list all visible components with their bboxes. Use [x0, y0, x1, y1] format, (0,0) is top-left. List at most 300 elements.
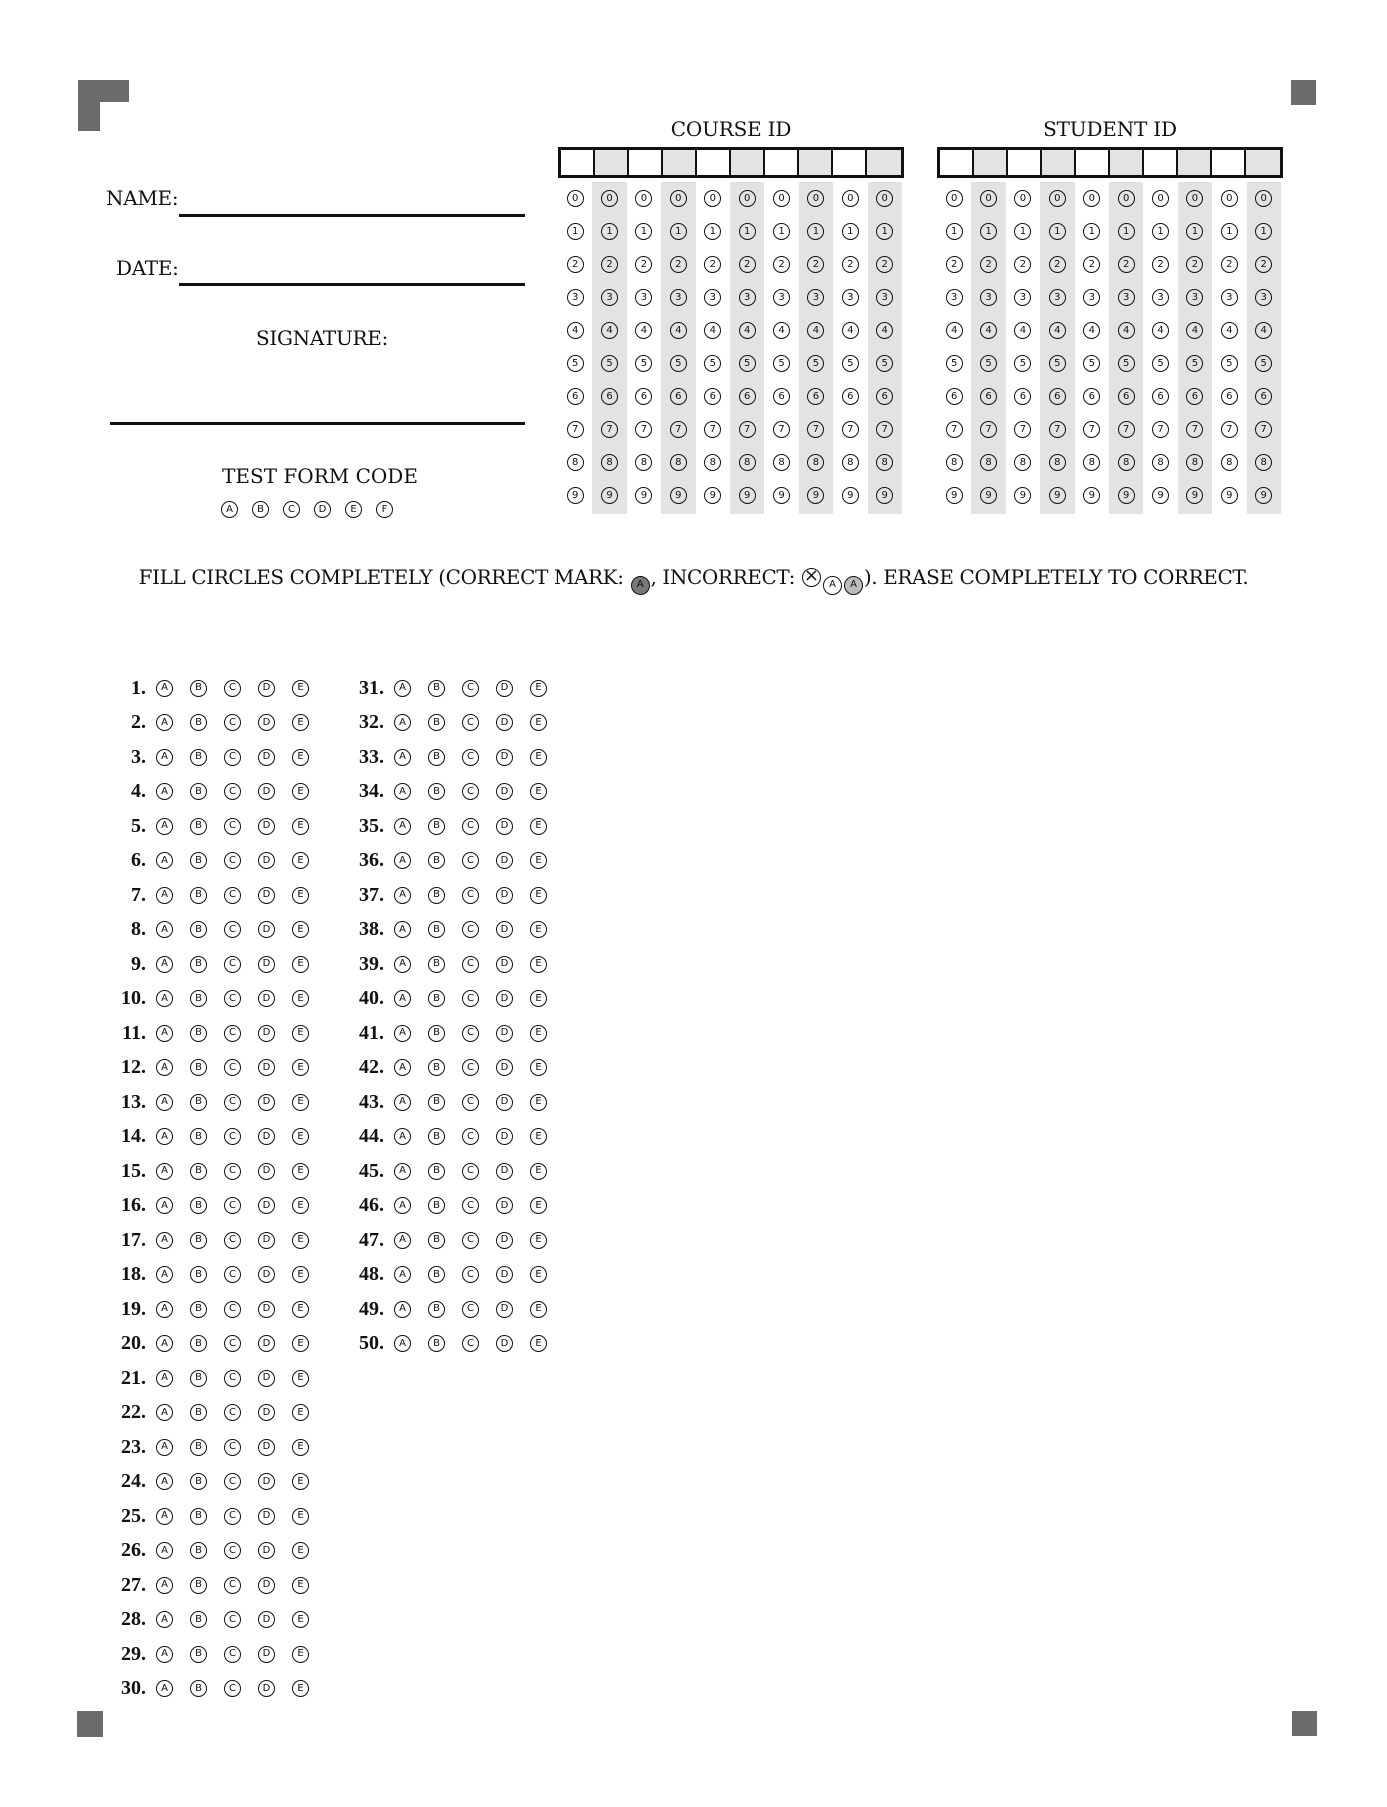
answer-bubble-a[interactable]: A [394, 921, 411, 938]
student-id-box[interactable] [1246, 150, 1280, 175]
student-id-digit-bubble[interactable]: 6 [946, 388, 963, 405]
answer-bubble-d[interactable]: D [258, 1232, 275, 1249]
answer-bubble-b[interactable]: B [190, 1232, 207, 1249]
answer-bubble-d[interactable]: D [258, 1128, 275, 1145]
answer-bubble-e[interactable]: E [530, 852, 547, 869]
answer-bubble-b[interactable]: B [190, 1370, 207, 1387]
answer-bubble-b[interactable]: B [428, 1128, 445, 1145]
answer-bubble-a[interactable]: A [394, 1197, 411, 1214]
answer-bubble-c[interactable]: C [462, 990, 479, 1007]
course-id-digit-bubble[interactable]: 9 [876, 487, 893, 504]
answer-bubble-b[interactable]: B [190, 1577, 207, 1594]
student-id-digit-bubble[interactable]: 7 [1014, 421, 1031, 438]
answer-bubble-a[interactable]: A [394, 783, 411, 800]
answer-bubble-c[interactable]: C [224, 1266, 241, 1283]
answer-bubble-c[interactable]: C [462, 956, 479, 973]
answer-bubble-d[interactable]: D [496, 852, 513, 869]
student-id-digit-bubble[interactable]: 8 [1014, 454, 1031, 471]
answer-bubble-c[interactable]: C [224, 1473, 241, 1490]
course-id-digit-bubble[interactable]: 9 [704, 487, 721, 504]
course-id-digit-bubble[interactable]: 5 [876, 355, 893, 372]
course-id-box[interactable] [867, 150, 901, 175]
answer-bubble-e[interactable]: E [292, 921, 309, 938]
course-id-digit-bubble[interactable]: 4 [773, 322, 790, 339]
course-id-digit-bubble[interactable]: 9 [567, 487, 584, 504]
answer-bubble-c[interactable]: C [224, 1335, 241, 1352]
course-id-box[interactable] [833, 150, 867, 175]
student-id-digit-bubble[interactable]: 2 [1049, 256, 1066, 273]
answer-bubble-d[interactable]: D [496, 1025, 513, 1042]
answer-bubble-a[interactable]: A [156, 680, 173, 697]
course-id-digit-bubble[interactable]: 8 [670, 454, 687, 471]
test-form-code-bubble-f[interactable]: F [376, 501, 393, 518]
course-id-digit-bubble[interactable]: 5 [567, 355, 584, 372]
course-id-digit-bubble[interactable]: 4 [567, 322, 584, 339]
student-id-digit-bubble[interactable]: 7 [1152, 421, 1169, 438]
answer-bubble-d[interactable]: D [258, 1301, 275, 1318]
student-id-digit-bubble[interactable]: 5 [1255, 355, 1272, 372]
answer-bubble-c[interactable]: C [462, 1301, 479, 1318]
answer-bubble-e[interactable]: E [530, 1059, 547, 1076]
student-id-digit-bubble[interactable]: 6 [980, 388, 997, 405]
answer-bubble-a[interactable]: A [394, 956, 411, 973]
student-id-digit-bubble[interactable]: 2 [1152, 256, 1169, 273]
answer-bubble-c[interactable]: C [224, 1439, 241, 1456]
answer-bubble-e[interactable]: E [292, 1646, 309, 1663]
course-id-digit-bubble[interactable]: 3 [876, 289, 893, 306]
course-id-digit-bubble[interactable]: 1 [842, 223, 859, 240]
student-id-digit-bubble[interactable]: 9 [1014, 487, 1031, 504]
course-id-digit-bubble[interactable]: 3 [670, 289, 687, 306]
answer-bubble-b[interactable]: B [190, 1094, 207, 1111]
student-id-box[interactable] [1144, 150, 1178, 175]
course-id-box[interactable] [663, 150, 697, 175]
student-id-digit-bubble[interactable]: 2 [1186, 256, 1203, 273]
answer-bubble-a[interactable]: A [394, 990, 411, 1007]
student-id-digit-bubble[interactable]: 0 [1255, 190, 1272, 207]
answer-bubble-a[interactable]: A [394, 1232, 411, 1249]
answer-bubble-c[interactable]: C [462, 714, 479, 731]
student-id-digit-bubble[interactable]: 3 [1083, 289, 1100, 306]
answer-bubble-c[interactable]: C [462, 1335, 479, 1352]
answer-bubble-b[interactable]: B [428, 1163, 445, 1180]
date-field[interactable] [179, 283, 525, 286]
answer-bubble-d[interactable]: D [258, 783, 275, 800]
answer-bubble-b[interactable]: B [428, 1266, 445, 1283]
student-id-digit-bubble[interactable]: 7 [1118, 421, 1135, 438]
answer-bubble-d[interactable]: D [258, 1508, 275, 1525]
name-field[interactable] [179, 214, 525, 217]
answer-bubble-a[interactable]: A [156, 1232, 173, 1249]
student-id-digit-bubble[interactable]: 0 [1083, 190, 1100, 207]
answer-bubble-d[interactable]: D [496, 921, 513, 938]
student-id-digit-bubble[interactable]: 8 [1049, 454, 1066, 471]
answer-bubble-d[interactable]: D [258, 1646, 275, 1663]
student-id-digit-bubble[interactable]: 3 [1118, 289, 1135, 306]
student-id-digit-bubble[interactable]: 7 [1255, 421, 1272, 438]
student-id-digit-bubble[interactable]: 5 [946, 355, 963, 372]
answer-bubble-b[interactable]: B [190, 1197, 207, 1214]
student-id-digit-bubble[interactable]: 2 [1255, 256, 1272, 273]
course-id-digit-bubble[interactable]: 2 [704, 256, 721, 273]
student-id-digit-bubble[interactable]: 1 [1152, 223, 1169, 240]
answer-bubble-d[interactable]: D [258, 1266, 275, 1283]
course-id-digit-bubble[interactable]: 5 [739, 355, 756, 372]
answer-bubble-e[interactable]: E [530, 1163, 547, 1180]
answer-bubble-e[interactable]: E [530, 887, 547, 904]
course-id-digit-bubble[interactable]: 1 [739, 223, 756, 240]
answer-bubble-e[interactable]: E [292, 1370, 309, 1387]
course-id-digit-bubble[interactable]: 8 [601, 454, 618, 471]
answer-bubble-b[interactable]: B [428, 852, 445, 869]
course-id-digit-bubble[interactable]: 3 [842, 289, 859, 306]
answer-bubble-a[interactable]: A [156, 852, 173, 869]
answer-bubble-c[interactable]: C [462, 887, 479, 904]
answer-bubble-b[interactable]: B [428, 990, 445, 1007]
answer-bubble-d[interactable]: D [258, 1439, 275, 1456]
student-id-digit-bubble[interactable]: 0 [946, 190, 963, 207]
answer-bubble-d[interactable]: D [496, 1197, 513, 1214]
answer-bubble-e[interactable]: E [530, 749, 547, 766]
answer-bubble-b[interactable]: B [190, 1473, 207, 1490]
answer-bubble-e[interactable]: E [292, 1197, 309, 1214]
course-id-digit-bubble[interactable]: 1 [670, 223, 687, 240]
answer-bubble-e[interactable]: E [530, 956, 547, 973]
answer-bubble-a[interactable]: A [156, 1646, 173, 1663]
answer-bubble-b[interactable]: B [428, 1301, 445, 1318]
course-id-digit-bubble[interactable]: 9 [635, 487, 652, 504]
answer-bubble-e[interactable]: E [292, 1128, 309, 1145]
course-id-box[interactable] [731, 150, 765, 175]
answer-bubble-a[interactable]: A [156, 1508, 173, 1525]
answer-bubble-d[interactable]: D [258, 852, 275, 869]
student-id-digit-bubble[interactable]: 2 [1221, 256, 1238, 273]
answer-bubble-e[interactable]: E [292, 1163, 309, 1180]
course-id-digit-bubble[interactable]: 4 [635, 322, 652, 339]
answer-bubble-d[interactable]: D [496, 1094, 513, 1111]
answer-bubble-c[interactable]: C [224, 1059, 241, 1076]
answer-bubble-b[interactable]: B [428, 1197, 445, 1214]
student-id-digit-bubble[interactable]: 8 [980, 454, 997, 471]
answer-bubble-d[interactable]: D [496, 956, 513, 973]
answer-bubble-a[interactable]: A [156, 1197, 173, 1214]
signature-field[interactable] [110, 422, 525, 425]
student-id-box[interactable] [1042, 150, 1076, 175]
course-id-digit-bubble[interactable]: 9 [807, 487, 824, 504]
student-id-digit-bubble[interactable]: 5 [1014, 355, 1031, 372]
course-id-digit-bubble[interactable]: 8 [842, 454, 859, 471]
answer-bubble-e[interactable]: E [292, 1335, 309, 1352]
answer-bubble-a[interactable]: A [394, 749, 411, 766]
answer-bubble-d[interactable]: D [258, 921, 275, 938]
answer-bubble-d[interactable]: D [496, 1059, 513, 1076]
student-id-digit-bubble[interactable]: 3 [1255, 289, 1272, 306]
answer-bubble-a[interactable]: A [156, 1301, 173, 1318]
student-id-digit-bubble[interactable]: 3 [1186, 289, 1203, 306]
answer-bubble-c[interactable]: C [224, 1301, 241, 1318]
course-id-digit-bubble[interactable]: 8 [739, 454, 756, 471]
course-id-digit-bubble[interactable]: 5 [773, 355, 790, 372]
course-id-digit-bubble[interactable]: 1 [773, 223, 790, 240]
course-id-digit-bubble[interactable]: 4 [704, 322, 721, 339]
answer-bubble-d[interactable]: D [496, 990, 513, 1007]
answer-bubble-b[interactable]: B [190, 749, 207, 766]
student-id-digit-bubble[interactable]: 8 [1221, 454, 1238, 471]
course-id-digit-bubble[interactable]: 4 [876, 322, 893, 339]
course-id-digit-bubble[interactable]: 2 [567, 256, 584, 273]
course-id-digit-bubble[interactable]: 3 [807, 289, 824, 306]
answer-bubble-b[interactable]: B [190, 1439, 207, 1456]
student-id-digit-bubble[interactable]: 3 [1049, 289, 1066, 306]
answer-bubble-c[interactable]: C [462, 1128, 479, 1145]
answer-bubble-e[interactable]: E [292, 1439, 309, 1456]
student-id-digit-bubble[interactable]: 2 [1014, 256, 1031, 273]
answer-bubble-c[interactable]: C [224, 680, 241, 697]
answer-bubble-a[interactable]: A [156, 1025, 173, 1042]
answer-bubble-b[interactable]: B [190, 1680, 207, 1697]
answer-bubble-c[interactable]: C [462, 783, 479, 800]
answer-bubble-c[interactable]: C [224, 749, 241, 766]
student-id-digit-bubble[interactable]: 8 [1255, 454, 1272, 471]
student-id-digit-bubble[interactable]: 5 [1221, 355, 1238, 372]
answer-bubble-d[interactable]: D [258, 1542, 275, 1559]
answer-bubble-a[interactable]: A [156, 714, 173, 731]
answer-bubble-b[interactable]: B [190, 1646, 207, 1663]
answer-bubble-b[interactable]: B [190, 1301, 207, 1318]
course-id-digit-bubble[interactable]: 5 [704, 355, 721, 372]
course-id-digit-bubble[interactable]: 8 [876, 454, 893, 471]
course-id-digit-bubble[interactable]: 2 [635, 256, 652, 273]
student-id-digit-bubble[interactable]: 8 [1152, 454, 1169, 471]
course-id-digit-bubble[interactable]: 6 [635, 388, 652, 405]
course-id-digit-bubble[interactable]: 3 [635, 289, 652, 306]
answer-bubble-a[interactable]: A [156, 1542, 173, 1559]
answer-bubble-a[interactable]: A [156, 1163, 173, 1180]
course-id-digit-bubble[interactable]: 7 [601, 421, 618, 438]
answer-bubble-c[interactable]: C [224, 887, 241, 904]
answer-bubble-e[interactable]: E [292, 680, 309, 697]
student-id-digit-bubble[interactable]: 9 [1118, 487, 1135, 504]
answer-bubble-e[interactable]: E [530, 1301, 547, 1318]
course-id-digit-bubble[interactable]: 0 [773, 190, 790, 207]
course-id-digit-bubble[interactable]: 2 [807, 256, 824, 273]
answer-bubble-b[interactable]: B [428, 1094, 445, 1111]
student-id-digit-bubble[interactable]: 5 [1186, 355, 1203, 372]
answer-bubble-d[interactable]: D [258, 1059, 275, 1076]
student-id-digit-bubble[interactable]: 9 [1152, 487, 1169, 504]
course-id-box[interactable] [697, 150, 731, 175]
answer-bubble-d[interactable]: D [258, 1094, 275, 1111]
student-id-digit-bubble[interactable]: 4 [980, 322, 997, 339]
student-id-digit-bubble[interactable]: 4 [1221, 322, 1238, 339]
course-id-digit-bubble[interactable]: 8 [704, 454, 721, 471]
answer-bubble-a[interactable]: A [156, 1473, 173, 1490]
answer-bubble-a[interactable]: A [156, 783, 173, 800]
answer-bubble-c[interactable]: C [224, 921, 241, 938]
course-id-digit-bubble[interactable]: 3 [739, 289, 756, 306]
student-id-digit-bubble[interactable]: 2 [980, 256, 997, 273]
answer-bubble-b[interactable]: B [190, 1404, 207, 1421]
answer-bubble-e[interactable]: E [530, 1266, 547, 1283]
answer-bubble-a[interactable]: A [156, 990, 173, 1007]
answer-bubble-d[interactable]: D [258, 1611, 275, 1628]
answer-bubble-a[interactable]: A [394, 680, 411, 697]
answer-bubble-c[interactable]: C [224, 1025, 241, 1042]
answer-bubble-d[interactable]: D [496, 1128, 513, 1145]
answer-bubble-e[interactable]: E [292, 1266, 309, 1283]
answer-bubble-c[interactable]: C [462, 680, 479, 697]
answer-bubble-b[interactable]: B [190, 990, 207, 1007]
student-id-digit-bubble[interactable]: 1 [1014, 223, 1031, 240]
student-id-digit-bubble[interactable]: 0 [1152, 190, 1169, 207]
answer-bubble-b[interactable]: B [190, 852, 207, 869]
course-id-digit-bubble[interactable]: 5 [635, 355, 652, 372]
answer-bubble-a[interactable]: A [156, 818, 173, 835]
answer-bubble-d[interactable]: D [258, 1025, 275, 1042]
student-id-digit-bubble[interactable]: 4 [1083, 322, 1100, 339]
answer-bubble-a[interactable]: A [394, 1335, 411, 1352]
student-id-box[interactable] [1110, 150, 1144, 175]
course-id-digit-bubble[interactable]: 4 [670, 322, 687, 339]
course-id-digit-bubble[interactable]: 6 [601, 388, 618, 405]
answer-bubble-d[interactable]: D [258, 1680, 275, 1697]
answer-bubble-c[interactable]: C [224, 1577, 241, 1594]
course-id-digit-bubble[interactable]: 5 [842, 355, 859, 372]
student-id-digit-bubble[interactable]: 4 [1049, 322, 1066, 339]
student-id-digit-bubble[interactable]: 1 [1186, 223, 1203, 240]
answer-bubble-d[interactable]: D [496, 680, 513, 697]
answer-bubble-e[interactable]: E [530, 1232, 547, 1249]
answer-bubble-c[interactable]: C [462, 852, 479, 869]
student-id-digit-bubble[interactable]: 8 [946, 454, 963, 471]
answer-bubble-d[interactable]: D [496, 818, 513, 835]
student-id-digit-bubble[interactable]: 4 [1014, 322, 1031, 339]
answer-bubble-b[interactable]: B [190, 921, 207, 938]
answer-bubble-a[interactable]: A [394, 1025, 411, 1042]
course-id-digit-bubble[interactable]: 1 [635, 223, 652, 240]
course-id-digit-bubble[interactable]: 6 [876, 388, 893, 405]
answer-bubble-c[interactable]: C [224, 1232, 241, 1249]
answer-bubble-d[interactable]: D [496, 1266, 513, 1283]
student-id-digit-bubble[interactable]: 9 [1255, 487, 1272, 504]
answer-bubble-a[interactable]: A [156, 1611, 173, 1628]
course-id-digit-bubble[interactable]: 7 [807, 421, 824, 438]
test-form-code-bubble-d[interactable]: D [314, 501, 331, 518]
answer-bubble-d[interactable]: D [496, 1232, 513, 1249]
answer-bubble-e[interactable]: E [292, 1232, 309, 1249]
course-id-digit-bubble[interactable]: 2 [739, 256, 756, 273]
answer-bubble-b[interactable]: B [190, 1611, 207, 1628]
course-id-digit-bubble[interactable]: 7 [670, 421, 687, 438]
course-id-box[interactable] [595, 150, 629, 175]
answer-bubble-a[interactable]: A [394, 1266, 411, 1283]
student-id-digit-bubble[interactable]: 6 [1255, 388, 1272, 405]
course-id-digit-bubble[interactable]: 2 [876, 256, 893, 273]
student-id-digit-bubble[interactable]: 4 [946, 322, 963, 339]
student-id-digit-bubble[interactable]: 6 [1186, 388, 1203, 405]
student-id-digit-bubble[interactable]: 5 [1083, 355, 1100, 372]
course-id-digit-bubble[interactable]: 7 [773, 421, 790, 438]
student-id-box[interactable] [940, 150, 974, 175]
answer-bubble-d[interactable]: D [496, 714, 513, 731]
answer-bubble-e[interactable]: E [530, 680, 547, 697]
answer-bubble-e[interactable]: E [292, 1611, 309, 1628]
course-id-box[interactable] [561, 150, 595, 175]
answer-bubble-e[interactable]: E [530, 1094, 547, 1111]
answer-bubble-b[interactable]: B [190, 714, 207, 731]
test-form-code-bubble-c[interactable]: C [283, 501, 300, 518]
course-id-digit-bubble[interactable]: 2 [670, 256, 687, 273]
answer-bubble-b[interactable]: B [190, 818, 207, 835]
answer-bubble-a[interactable]: A [156, 1439, 173, 1456]
answer-bubble-a[interactable]: A [156, 1128, 173, 1145]
course-id-digit-bubble[interactable]: 7 [739, 421, 756, 438]
course-id-digit-bubble[interactable]: 5 [601, 355, 618, 372]
answer-bubble-d[interactable]: D [258, 1404, 275, 1421]
student-id-digit-bubble[interactable]: 7 [1049, 421, 1066, 438]
answer-bubble-b[interactable]: B [190, 1335, 207, 1352]
answer-bubble-e[interactable]: E [530, 714, 547, 731]
course-id-digit-bubble[interactable]: 7 [704, 421, 721, 438]
student-id-digit-bubble[interactable]: 8 [1083, 454, 1100, 471]
answer-bubble-d[interactable]: D [496, 749, 513, 766]
answer-bubble-e[interactable]: E [530, 1025, 547, 1042]
answer-bubble-e[interactable]: E [530, 990, 547, 1007]
answer-bubble-c[interactable]: C [224, 1163, 241, 1180]
answer-bubble-e[interactable]: E [292, 1059, 309, 1076]
answer-bubble-a[interactable]: A [394, 1301, 411, 1318]
answer-bubble-e[interactable]: E [530, 783, 547, 800]
answer-bubble-a[interactable]: A [394, 714, 411, 731]
student-id-digit-bubble[interactable]: 0 [1186, 190, 1203, 207]
course-id-box[interactable] [629, 150, 663, 175]
answer-bubble-c[interactable]: C [224, 714, 241, 731]
answer-bubble-c[interactable]: C [224, 1542, 241, 1559]
answer-bubble-c[interactable]: C [462, 1197, 479, 1214]
student-id-digit-bubble[interactable]: 1 [1049, 223, 1066, 240]
answer-bubble-c[interactable]: C [224, 956, 241, 973]
student-id-digit-bubble[interactable]: 7 [1186, 421, 1203, 438]
answer-bubble-a[interactable]: A [394, 1128, 411, 1145]
answer-bubble-b[interactable]: B [428, 1025, 445, 1042]
answer-bubble-e[interactable]: E [292, 1301, 309, 1318]
course-id-digit-bubble[interactable]: 6 [567, 388, 584, 405]
student-id-digit-bubble[interactable]: 4 [1255, 322, 1272, 339]
answer-bubble-a[interactable]: A [156, 1680, 173, 1697]
student-id-digit-bubble[interactable]: 1 [1118, 223, 1135, 240]
student-id-digit-bubble[interactable]: 6 [1014, 388, 1031, 405]
answer-bubble-e[interactable]: E [292, 714, 309, 731]
answer-bubble-b[interactable]: B [428, 818, 445, 835]
answer-bubble-c[interactable]: C [462, 1232, 479, 1249]
answer-bubble-b[interactable]: B [428, 887, 445, 904]
student-id-digit-bubble[interactable]: 1 [1221, 223, 1238, 240]
answer-bubble-d[interactable]: D [496, 1301, 513, 1318]
answer-bubble-b[interactable]: B [190, 956, 207, 973]
answer-bubble-b[interactable]: B [428, 714, 445, 731]
answer-bubble-a[interactable]: A [156, 1577, 173, 1594]
answer-bubble-e[interactable]: E [292, 1025, 309, 1042]
course-id-digit-bubble[interactable]: 0 [739, 190, 756, 207]
student-id-digit-bubble[interactable]: 0 [1014, 190, 1031, 207]
course-id-digit-bubble[interactable]: 7 [635, 421, 652, 438]
answer-bubble-b[interactable]: B [428, 783, 445, 800]
answer-bubble-c[interactable]: C [224, 1197, 241, 1214]
answer-bubble-e[interactable]: E [292, 1680, 309, 1697]
student-id-digit-bubble[interactable]: 1 [1083, 223, 1100, 240]
answer-bubble-c[interactable]: C [224, 783, 241, 800]
test-form-code-bubble-b[interactable]: B [252, 501, 269, 518]
